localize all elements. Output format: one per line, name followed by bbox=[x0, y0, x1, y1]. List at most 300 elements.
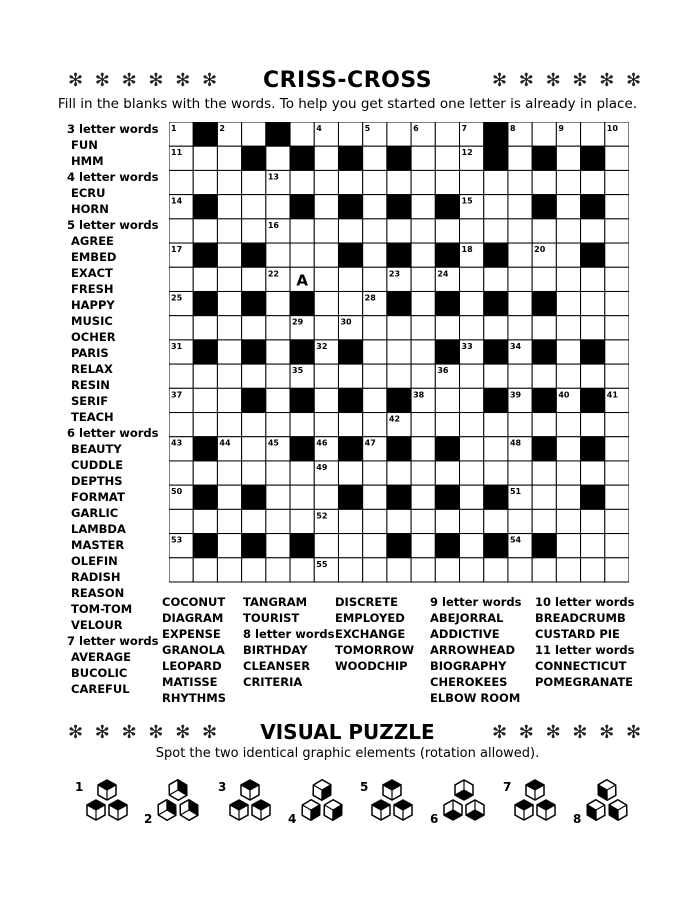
clue-number: 13 bbox=[267, 172, 279, 182]
grid-cell[interactable] bbox=[411, 340, 435, 364]
grid-cell[interactable] bbox=[484, 364, 508, 388]
grid-cell[interactable] bbox=[266, 558, 290, 582]
grid-cell[interactable] bbox=[217, 316, 241, 340]
grid-cell[interactable] bbox=[556, 558, 580, 582]
grid-cell[interactable] bbox=[556, 170, 580, 194]
grid-cell[interactable] bbox=[217, 170, 241, 194]
word-group-heading: 9 letter words bbox=[430, 595, 522, 609]
grid-cell[interactable] bbox=[338, 534, 362, 558]
grid-black-cell bbox=[193, 243, 217, 267]
grid-cell[interactable] bbox=[193, 170, 217, 194]
cube-figure[interactable] bbox=[146, 770, 210, 834]
grid-cell[interactable] bbox=[217, 534, 241, 558]
grid-cell[interactable] bbox=[290, 219, 314, 243]
grid-cell[interactable] bbox=[169, 170, 193, 194]
grid-cell[interactable] bbox=[556, 316, 580, 340]
grid-cell[interactable] bbox=[532, 485, 556, 509]
grid-black-cell bbox=[290, 534, 314, 558]
grid-cell[interactable] bbox=[338, 267, 362, 291]
grid-cell[interactable] bbox=[338, 558, 362, 582]
clue-number: 51 bbox=[509, 487, 522, 497]
grid-cell[interactable] bbox=[193, 413, 217, 437]
grid-cell[interactable] bbox=[290, 461, 314, 485]
grid-cell[interactable] bbox=[217, 267, 241, 291]
grid-cell[interactable] bbox=[460, 437, 484, 461]
clue-number: 3 bbox=[267, 124, 274, 133]
grid-cell[interactable] bbox=[556, 291, 580, 315]
grid-black-cell bbox=[532, 195, 556, 219]
clue-number: 28 bbox=[364, 293, 376, 303]
grid-cell[interactable] bbox=[338, 364, 362, 388]
clue-number: 14 bbox=[171, 196, 183, 206]
grid-cell[interactable] bbox=[290, 485, 314, 509]
grid-cell[interactable] bbox=[363, 364, 387, 388]
grid-cell[interactable] bbox=[605, 437, 629, 461]
grid-cell[interactable] bbox=[532, 219, 556, 243]
grid-cell[interactable] bbox=[605, 534, 629, 558]
grid-cell[interactable] bbox=[266, 195, 290, 219]
grid-black-cell bbox=[484, 122, 508, 146]
grid-cell[interactable] bbox=[484, 461, 508, 485]
grid-cell[interactable] bbox=[193, 316, 217, 340]
word-list-col5 bbox=[430, 594, 522, 706]
grid-cell[interactable] bbox=[581, 316, 605, 340]
grid-cell[interactable] bbox=[169, 364, 193, 388]
grid-cell[interactable] bbox=[217, 509, 241, 533]
grid-cell[interactable] bbox=[556, 437, 580, 461]
grid-cell[interactable] bbox=[532, 413, 556, 437]
grid-cell[interactable] bbox=[411, 413, 435, 437]
grid-black-cell bbox=[387, 388, 411, 412]
grid-cell[interactable] bbox=[193, 219, 217, 243]
grid-cell[interactable] bbox=[242, 461, 266, 485]
grid-cell[interactable] bbox=[193, 146, 217, 170]
grid-cell[interactable] bbox=[435, 170, 459, 194]
grid-cell[interactable] bbox=[581, 509, 605, 533]
grid-cell[interactable] bbox=[605, 146, 629, 170]
grid-cell[interactable] bbox=[338, 170, 362, 194]
grid-cell[interactable] bbox=[411, 291, 435, 315]
grid-cell[interactable] bbox=[411, 437, 435, 461]
grid-cell[interactable] bbox=[605, 195, 629, 219]
grid-cell[interactable] bbox=[242, 558, 266, 582]
grid-cell[interactable] bbox=[363, 170, 387, 194]
word-item: BREADCRUMB bbox=[535, 611, 626, 625]
grid-cell[interactable] bbox=[605, 461, 629, 485]
grid-cell[interactable] bbox=[556, 243, 580, 267]
grid-cell[interactable] bbox=[217, 413, 241, 437]
grid-cell[interactable] bbox=[242, 509, 266, 533]
grid-cell[interactable] bbox=[290, 558, 314, 582]
grid-cell[interactable] bbox=[460, 485, 484, 509]
grid-cell[interactable] bbox=[363, 388, 387, 412]
cube-figure[interactable] bbox=[575, 770, 639, 834]
grid-cell[interactable] bbox=[217, 461, 241, 485]
grid-cell[interactable] bbox=[266, 534, 290, 558]
grid-cell[interactable] bbox=[484, 509, 508, 533]
grid-black-cell bbox=[242, 534, 266, 558]
grid-cell[interactable] bbox=[387, 316, 411, 340]
grid-cell[interactable] bbox=[217, 195, 241, 219]
grid-cell[interactable] bbox=[411, 316, 435, 340]
grid-cell[interactable] bbox=[605, 340, 629, 364]
clue-number: 22 bbox=[267, 269, 279, 279]
grid-cell[interactable] bbox=[338, 219, 362, 243]
grid-cell[interactable] bbox=[556, 146, 580, 170]
cube-figure[interactable] bbox=[432, 770, 496, 834]
clue-number: 42 bbox=[388, 414, 401, 424]
grid-cell[interactable] bbox=[581, 461, 605, 485]
grid-cell[interactable] bbox=[556, 485, 580, 509]
grid-cell[interactable] bbox=[460, 364, 484, 388]
grid-cell[interactable] bbox=[314, 243, 338, 267]
grid-cell[interactable] bbox=[217, 340, 241, 364]
word-group-heading: 6 letter words bbox=[67, 426, 159, 440]
grid-cell[interactable] bbox=[363, 461, 387, 485]
word-item: EXCHANGE bbox=[335, 627, 406, 641]
grid-cell[interactable] bbox=[363, 534, 387, 558]
word-item: EXACT bbox=[71, 266, 113, 280]
grid-cell[interactable] bbox=[508, 243, 532, 267]
grid-cell[interactable] bbox=[605, 267, 629, 291]
grid-cell[interactable] bbox=[217, 364, 241, 388]
word-item: HORN bbox=[71, 202, 109, 216]
grid-cell[interactable] bbox=[193, 558, 217, 582]
grid-cell[interactable] bbox=[508, 316, 532, 340]
grid-cell[interactable] bbox=[411, 243, 435, 267]
grid-cell[interactable] bbox=[169, 219, 193, 243]
grid-cell[interactable] bbox=[387, 558, 411, 582]
word-item: CAREFUL bbox=[71, 682, 130, 696]
grid-cell[interactable] bbox=[314, 316, 338, 340]
grid-cell[interactable] bbox=[508, 219, 532, 243]
grid-cell[interactable] bbox=[314, 388, 338, 412]
grid-cell[interactable] bbox=[556, 195, 580, 219]
grid-cell[interactable] bbox=[193, 509, 217, 533]
grid-cell[interactable] bbox=[338, 461, 362, 485]
grid-cell[interactable] bbox=[411, 219, 435, 243]
grid-cell[interactable] bbox=[435, 461, 459, 485]
grid-cell[interactable] bbox=[508, 413, 532, 437]
grid-cell[interactable] bbox=[435, 388, 459, 412]
grid-cell[interactable] bbox=[387, 461, 411, 485]
grid-black-cell bbox=[242, 485, 266, 509]
grid-cell[interactable] bbox=[460, 291, 484, 315]
grid-cell[interactable] bbox=[242, 267, 266, 291]
grid-cell[interactable] bbox=[363, 243, 387, 267]
grid-black-cell bbox=[193, 195, 217, 219]
grid-cell[interactable] bbox=[266, 146, 290, 170]
grid-cell[interactable] bbox=[605, 316, 629, 340]
word-item: TOURIST bbox=[243, 611, 300, 625]
grid-cell[interactable] bbox=[217, 146, 241, 170]
grid-cell[interactable] bbox=[460, 170, 484, 194]
grid-cell[interactable] bbox=[338, 413, 362, 437]
grid-cell[interactable] bbox=[508, 558, 532, 582]
grid-cell[interactable] bbox=[363, 195, 387, 219]
grid-cell[interactable] bbox=[242, 316, 266, 340]
grid-cell[interactable] bbox=[605, 291, 629, 315]
grid-cell[interactable] bbox=[217, 243, 241, 267]
grid-cell[interactable] bbox=[314, 534, 338, 558]
grid-cell[interactable] bbox=[532, 267, 556, 291]
grid-cell[interactable] bbox=[435, 219, 459, 243]
grid-cell[interactable] bbox=[169, 316, 193, 340]
grid-cell[interactable] bbox=[460, 388, 484, 412]
grid-cell[interactable] bbox=[508, 146, 532, 170]
grid-cell[interactable] bbox=[460, 413, 484, 437]
grid-cell[interactable] bbox=[460, 316, 484, 340]
grid-cell[interactable] bbox=[411, 534, 435, 558]
cube-figure[interactable] bbox=[218, 770, 282, 834]
grid-cell[interactable] bbox=[484, 195, 508, 219]
grid-cell[interactable] bbox=[387, 170, 411, 194]
grid-cell[interactable] bbox=[605, 558, 629, 582]
grid-cell[interactable] bbox=[556, 534, 580, 558]
word-item: ADDICTIVE bbox=[430, 627, 500, 641]
grid-cell[interactable] bbox=[411, 461, 435, 485]
grid-cell[interactable] bbox=[581, 364, 605, 388]
grid-cell[interactable] bbox=[532, 364, 556, 388]
grid-cell[interactable] bbox=[217, 219, 241, 243]
cube-figure[interactable] bbox=[290, 770, 354, 834]
grid-black-cell bbox=[193, 437, 217, 461]
grid-cell[interactable] bbox=[193, 267, 217, 291]
grid-cell[interactable] bbox=[581, 413, 605, 437]
grid-cell[interactable] bbox=[290, 413, 314, 437]
cube-figure[interactable] bbox=[75, 770, 139, 834]
cube-figure[interactable] bbox=[503, 770, 567, 834]
grid-cell[interactable] bbox=[508, 509, 532, 533]
grid-cell[interactable] bbox=[484, 267, 508, 291]
grid-cell[interactable] bbox=[338, 122, 362, 146]
grid-cell[interactable] bbox=[314, 219, 338, 243]
grid-cell[interactable] bbox=[532, 509, 556, 533]
grid-cell[interactable] bbox=[460, 219, 484, 243]
grid-cell[interactable] bbox=[266, 316, 290, 340]
grid-cell[interactable] bbox=[532, 316, 556, 340]
word-item: CLEANSER bbox=[243, 659, 311, 673]
grid-cell[interactable] bbox=[556, 340, 580, 364]
word-group-heading: 4 letter words bbox=[67, 170, 159, 184]
grid-cell[interactable] bbox=[338, 291, 362, 315]
grid-cell[interactable] bbox=[387, 122, 411, 146]
grid-cell[interactable] bbox=[605, 170, 629, 194]
grid-cell[interactable] bbox=[266, 243, 290, 267]
grid-cell[interactable] bbox=[363, 413, 387, 437]
word-list-col2 bbox=[162, 594, 226, 706]
grid-cell[interactable] bbox=[581, 291, 605, 315]
grid-cell[interactable] bbox=[242, 122, 266, 146]
grid-cell[interactable] bbox=[169, 558, 193, 582]
grid-cell[interactable] bbox=[556, 509, 580, 533]
grid-cell[interactable] bbox=[556, 461, 580, 485]
grid-cell[interactable] bbox=[605, 243, 629, 267]
word-item: ECRU bbox=[71, 186, 106, 200]
clue-number: 17 bbox=[171, 245, 183, 255]
grid-cell[interactable] bbox=[314, 413, 338, 437]
grid-cell[interactable] bbox=[217, 291, 241, 315]
grid-cell[interactable] bbox=[605, 413, 629, 437]
grid-cell[interactable] bbox=[363, 340, 387, 364]
word-item: LAMBDA bbox=[71, 522, 126, 536]
grid-cell[interactable] bbox=[266, 509, 290, 533]
grid-cell[interactable] bbox=[217, 485, 241, 509]
grid-cell[interactable] bbox=[581, 534, 605, 558]
grid-cell[interactable] bbox=[605, 485, 629, 509]
grid-cell[interactable] bbox=[193, 388, 217, 412]
grid-cell[interactable] bbox=[484, 437, 508, 461]
grid-cell[interactable] bbox=[242, 195, 266, 219]
grid-cell[interactable] bbox=[460, 534, 484, 558]
grid-cell[interactable] bbox=[508, 195, 532, 219]
grid-cell[interactable] bbox=[242, 437, 266, 461]
grid-cell[interactable] bbox=[266, 340, 290, 364]
grid-cell[interactable] bbox=[242, 219, 266, 243]
grid-cell[interactable] bbox=[435, 509, 459, 533]
grid-cell[interactable] bbox=[314, 195, 338, 219]
grid-cell[interactable] bbox=[411, 509, 435, 533]
grid-cell[interactable] bbox=[556, 413, 580, 437]
grid-cell[interactable] bbox=[581, 122, 605, 146]
grid-cell[interactable] bbox=[290, 509, 314, 533]
grid-cell[interactable] bbox=[242, 364, 266, 388]
grid-cell[interactable] bbox=[314, 364, 338, 388]
grid-cell[interactable] bbox=[290, 122, 314, 146]
grid-black-cell bbox=[532, 146, 556, 170]
grid-cell[interactable] bbox=[532, 122, 556, 146]
grid-cell[interactable] bbox=[508, 461, 532, 485]
crossword-grid[interactable] bbox=[169, 122, 629, 584]
word-item: MASTER bbox=[71, 538, 125, 552]
puzzle-title: CRISS-CROSS bbox=[262, 68, 433, 93]
grid-cell[interactable] bbox=[387, 364, 411, 388]
clue-number: 7 bbox=[461, 124, 468, 133]
grid-cell[interactable] bbox=[266, 291, 290, 315]
grid-cell[interactable] bbox=[411, 267, 435, 291]
grid-cell[interactable] bbox=[581, 219, 605, 243]
grid-cell[interactable] bbox=[169, 413, 193, 437]
grid-cell[interactable] bbox=[508, 364, 532, 388]
grid-cell[interactable] bbox=[363, 146, 387, 170]
grid-cell[interactable] bbox=[484, 413, 508, 437]
grid-cell[interactable] bbox=[193, 364, 217, 388]
grid-cell[interactable] bbox=[556, 219, 580, 243]
grid-cell[interactable] bbox=[193, 461, 217, 485]
grid-cell[interactable] bbox=[532, 170, 556, 194]
grid-cell[interactable] bbox=[266, 485, 290, 509]
grid-cell[interactable] bbox=[411, 195, 435, 219]
grid-cell[interactable] bbox=[242, 413, 266, 437]
clue-number: 43 bbox=[171, 438, 183, 448]
grid-cell[interactable] bbox=[411, 146, 435, 170]
snowflakes-left: ✻ ✻ ✻ ✻ ✻ ✻ bbox=[68, 70, 221, 91]
grid-cell[interactable] bbox=[508, 291, 532, 315]
grid-cell[interactable] bbox=[581, 267, 605, 291]
grid-cell[interactable] bbox=[387, 219, 411, 243]
grid-black-cell bbox=[193, 534, 217, 558]
grid-cell[interactable] bbox=[508, 267, 532, 291]
grid-cell[interactable] bbox=[314, 146, 338, 170]
grid-cell[interactable] bbox=[169, 509, 193, 533]
grid-black-cell bbox=[435, 243, 459, 267]
grid-cell[interactable] bbox=[435, 146, 459, 170]
grid-cell[interactable] bbox=[314, 170, 338, 194]
grid-cell[interactable] bbox=[242, 170, 266, 194]
clue-number: 47 bbox=[364, 438, 376, 448]
grid-cell[interactable] bbox=[435, 558, 459, 582]
grid-cell[interactable] bbox=[363, 316, 387, 340]
grid-cell[interactable] bbox=[532, 558, 556, 582]
grid-cell[interactable] bbox=[605, 364, 629, 388]
grid-cell[interactable] bbox=[169, 461, 193, 485]
grid-cell[interactable] bbox=[605, 219, 629, 243]
grid-cell[interactable] bbox=[435, 413, 459, 437]
grid-cell[interactable] bbox=[435, 316, 459, 340]
grid-cell[interactable] bbox=[217, 558, 241, 582]
clue-number: 40 bbox=[558, 390, 570, 400]
grid-cell[interactable] bbox=[556, 364, 580, 388]
grid-cell[interactable] bbox=[484, 558, 508, 582]
grid-cell[interactable] bbox=[605, 509, 629, 533]
grid-cell[interactable] bbox=[484, 316, 508, 340]
grid-black-cell bbox=[532, 534, 556, 558]
grid-cell[interactable] bbox=[363, 558, 387, 582]
grid-cell[interactable] bbox=[217, 388, 241, 412]
grid-cell[interactable] bbox=[435, 122, 459, 146]
cube-figure[interactable] bbox=[360, 770, 424, 834]
grid-cell[interactable] bbox=[460, 267, 484, 291]
grid-cell[interactable] bbox=[290, 170, 314, 194]
grid-cell[interactable] bbox=[266, 388, 290, 412]
grid-cell[interactable] bbox=[363, 509, 387, 533]
grid-cell[interactable] bbox=[532, 461, 556, 485]
clue-number: 31 bbox=[171, 341, 183, 351]
word-group-heading: 5 letter words bbox=[67, 218, 159, 232]
grid-cell[interactable] bbox=[411, 170, 435, 194]
grid-cell[interactable] bbox=[411, 558, 435, 582]
grid-cell[interactable] bbox=[508, 170, 532, 194]
grid-cell[interactable] bbox=[314, 267, 338, 291]
grid-cell[interactable] bbox=[290, 243, 314, 267]
grid-cell[interactable] bbox=[556, 267, 580, 291]
word-item: TANGRAM bbox=[243, 595, 308, 609]
grid-black-cell bbox=[387, 485, 411, 509]
grid-cell[interactable] bbox=[460, 461, 484, 485]
grid-cell[interactable] bbox=[266, 364, 290, 388]
grid-cell[interactable] bbox=[460, 558, 484, 582]
grid-cell[interactable] bbox=[363, 485, 387, 509]
grid-cell[interactable] bbox=[484, 170, 508, 194]
grid-cell[interactable] bbox=[314, 291, 338, 315]
grid-cell[interactable] bbox=[411, 364, 435, 388]
grid-cell[interactable] bbox=[266, 413, 290, 437]
grid-cell[interactable] bbox=[460, 509, 484, 533]
grid-cell[interactable] bbox=[338, 509, 362, 533]
grid-cell[interactable] bbox=[169, 267, 193, 291]
grid-cell[interactable] bbox=[314, 485, 338, 509]
grid-cell[interactable] bbox=[266, 461, 290, 485]
grid-cell[interactable] bbox=[363, 267, 387, 291]
grid-cell[interactable] bbox=[581, 558, 605, 582]
grid-cell[interactable] bbox=[387, 509, 411, 533]
grid-cell[interactable] bbox=[411, 485, 435, 509]
grid-cell[interactable] bbox=[363, 219, 387, 243]
grid-cell[interactable] bbox=[581, 170, 605, 194]
grid-cell[interactable] bbox=[387, 340, 411, 364]
grid-cell[interactable] bbox=[484, 219, 508, 243]
word-item: BIRTHDAY bbox=[243, 643, 308, 657]
